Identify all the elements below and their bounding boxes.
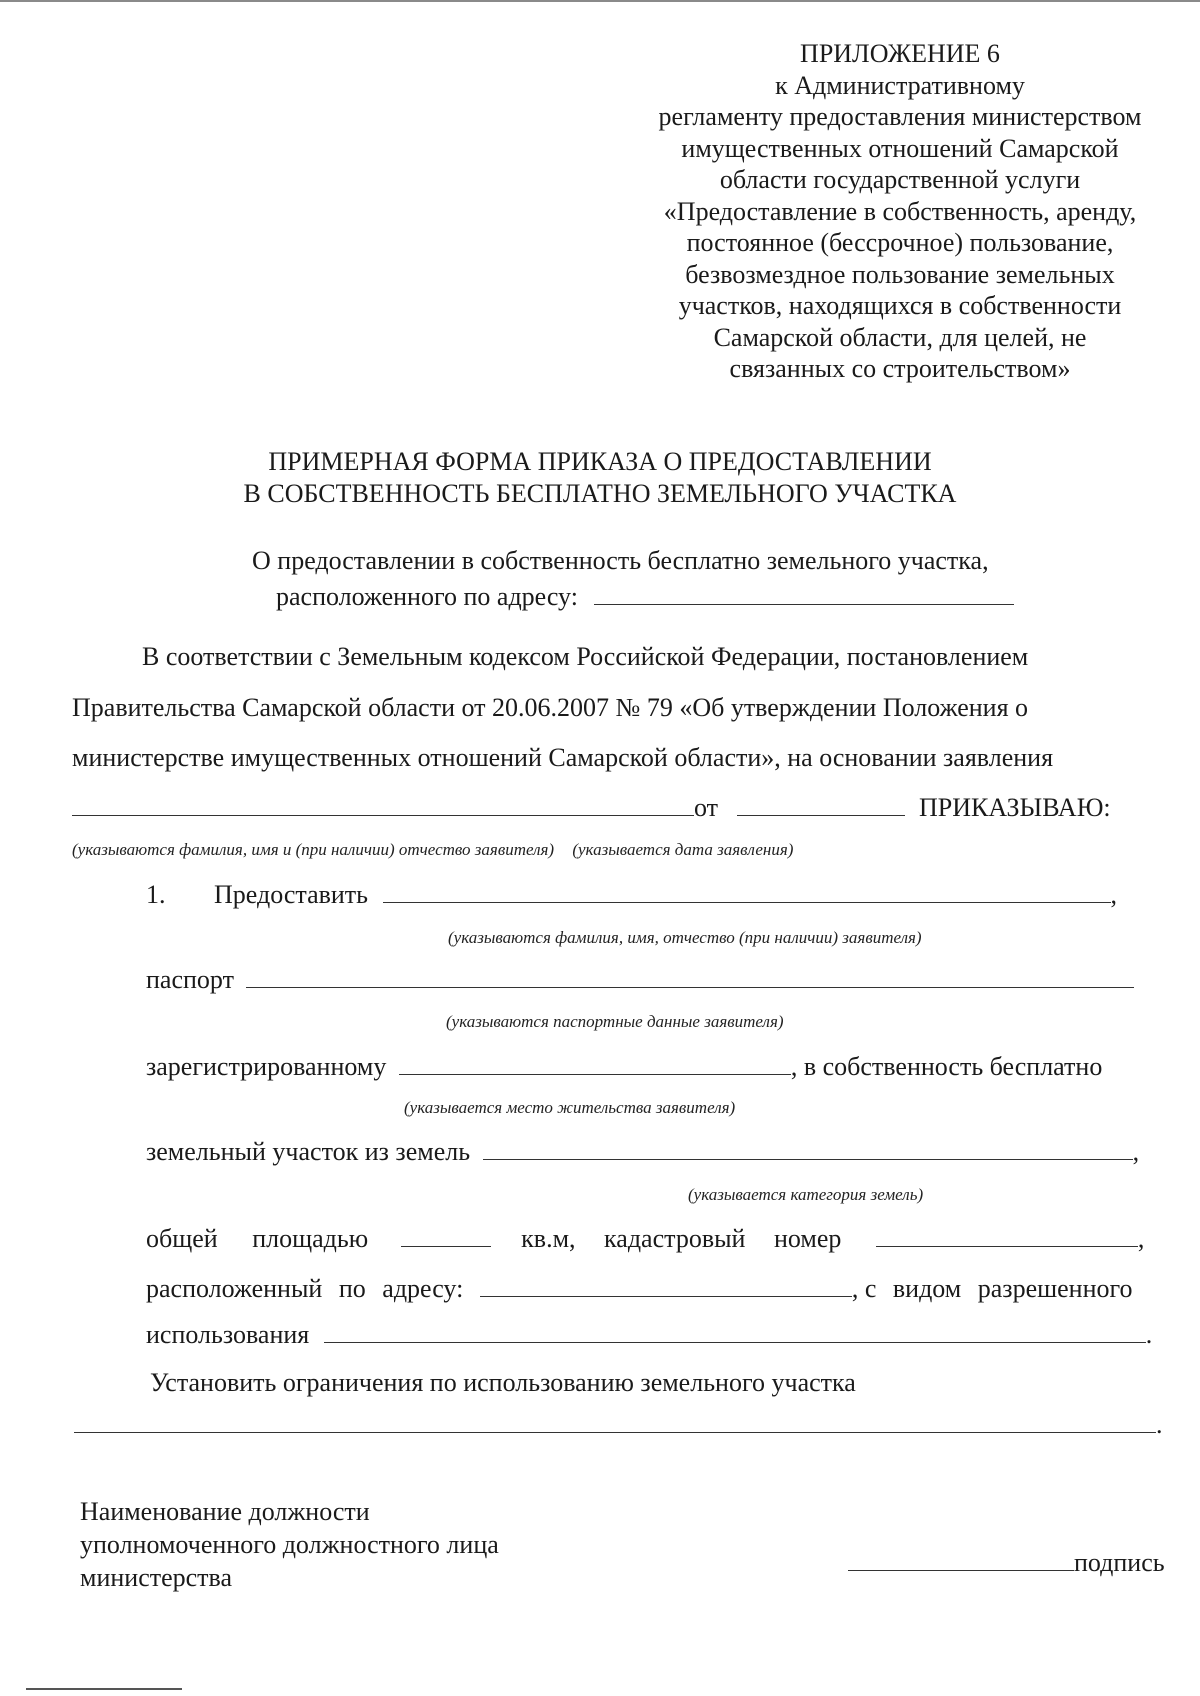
from-label: от [694,793,719,822]
cadastral-label: кадастровый [604,1224,746,1253]
footnote-separator [26,1688,182,1690]
position-line3: министерства [80,1563,233,1592]
item-number: 1. [146,880,166,909]
appendix-line: области государственной услуги [719,165,1081,194]
area-field[interactable] [401,1222,491,1247]
comma: , [1132,1137,1140,1166]
passport-note: (указываются паспортные данные заявителя) [446,1012,784,1031]
plot-address-field[interactable] [480,1272,852,1297]
registered-label: зарегистрированному [146,1052,387,1081]
appendix-header [620,38,1180,385]
period: . [1145,1320,1153,1349]
permitted-label: разрешенного [977,1274,1133,1303]
passport-field[interactable] [246,963,1134,988]
sqm-label: кв.м, [521,1224,576,1253]
grantee-name-note: (указываются фамилия, имя, отчество (при наличии) заявителя) [448,928,922,947]
appendix-line: связанных со строительством» [729,354,1071,383]
total-label: общей [146,1224,218,1253]
restrictions-field[interactable] [74,1408,1156,1433]
address-label: адресу: [382,1274,464,1303]
position-line1: Наименование должности [80,1497,370,1526]
order-word: ПРИКАЗЫВАЮ: [919,793,1111,822]
comma: , [1110,880,1118,909]
appendix-line: ПРИЛОЖЕНИЕ 6 [800,39,1000,68]
subject-line1: О предоставлении в собственность бесплатно земельного участка, [252,546,989,575]
ownership-label: , в собственность бесплатно [790,1052,1103,1081]
page-top-border [0,0,1200,2]
application-date-field[interactable] [737,791,905,816]
period: . [1156,1410,1163,1439]
appendix-line: безвозмездное пользование земельных [685,259,1115,289]
by-label: по [338,1274,366,1303]
area-label: площадью [252,1224,369,1253]
usage-label: использования [146,1320,310,1349]
passport-label: паспорт [146,965,234,994]
appendix-line: Самарской области, для целей, не [713,322,1087,352]
applicant-name-note: (указываются фамилия, имя и (при наличии) отчество заявителя) [72,840,555,859]
residence-field[interactable] [399,1050,791,1075]
address-field[interactable] [594,580,1014,605]
position-line2: уполномоченного должностного лица [80,1530,499,1559]
type-label: видом [892,1274,962,1303]
residence-note: (указывается место жительства заявителя) [404,1098,736,1117]
restrictions-label: Установить ограничения по использованию земельного участка [150,1368,856,1397]
land-category-field[interactable] [483,1135,1133,1160]
application-date-note: (указывается дата заявления) [572,840,794,859]
number-label: номер [773,1224,842,1253]
appendix-line: имущественных отношений Самарской [681,133,1119,163]
permitted-use-field[interactable] [324,1318,1146,1343]
grant-label: Предоставить [214,880,369,909]
signature-label: подпись [1074,1548,1165,1577]
located-label: расположенный [146,1274,323,1303]
appendix-line: постоянное (бессрочное) пользование, [686,228,1114,257]
appendix-line: участков, находящихся в собственности [678,291,1122,320]
appendix-line: регламенту предоставления министерством [658,102,1142,131]
appendix-line: «Предоставление в собственность, аренду, [663,196,1137,226]
document-title-line2: В СОБСТВЕННОСТЬ БЕСПЛАТНО ЗЕМЕЛЬНОГО УЧАСТКА [243,479,957,508]
appendix-line: к Административному [775,70,1025,100]
comma: , [1137,1224,1145,1253]
land-category-note: (указывается категория земель) [688,1185,924,1204]
land-plot-label: земельный участок из земель [146,1137,471,1166]
applicant-name-field[interactable] [72,791,694,816]
cadastral-number-field[interactable] [876,1222,1138,1247]
preamble-line2: Правительства Самарской области от 20.06.2007 № 79 «Об утверждении Положения о [72,693,1029,722]
document-title-line1: ПРИМЕРНАЯ ФОРМА ПРИКАЗА О ПРЕДОСТАВЛЕНИИ [268,447,932,476]
preamble-line3: министерстве имущественных отношений Самарской области», на основании заявления [72,743,1054,772]
preamble-line1: В соответствии с Земельным кодексом Российской Федерации, постановлением [142,642,1029,671]
subject-line2: расположенного по адресу: [276,582,578,611]
grantee-name-field[interactable] [383,878,1111,903]
signature-field[interactable] [848,1546,1074,1571]
with-label: , с [851,1274,877,1303]
